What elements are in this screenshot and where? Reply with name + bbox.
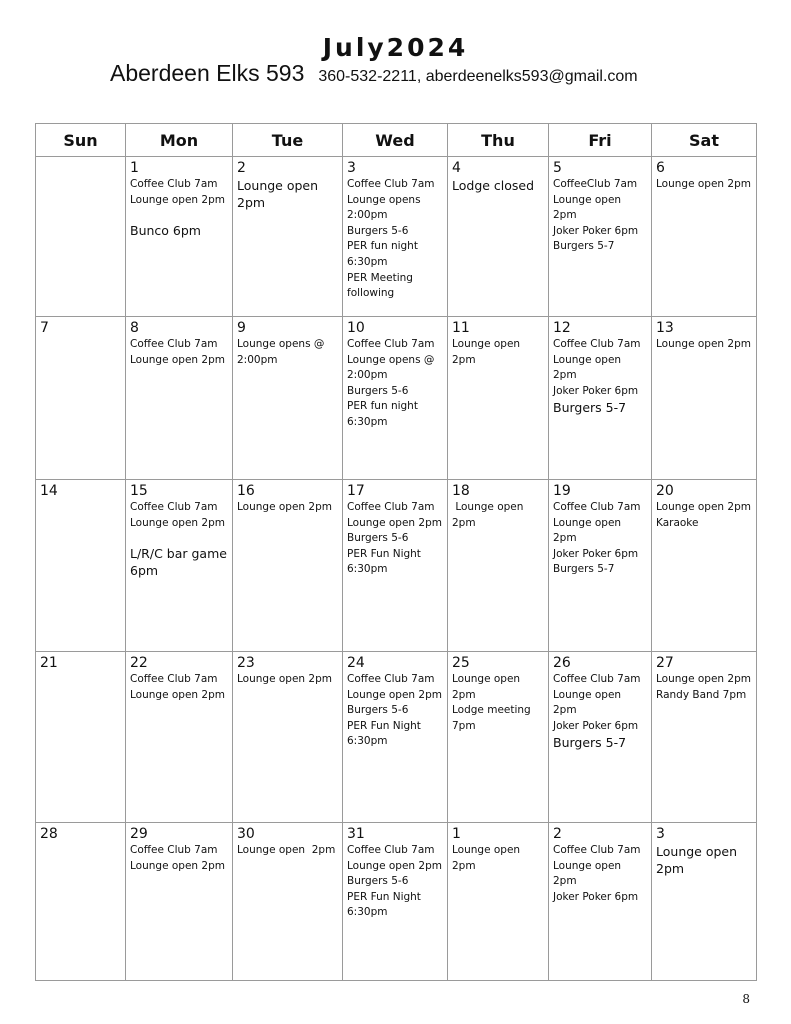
event-text: Lounge open 2pm	[237, 673, 332, 685]
week-row	[36, 480, 757, 652]
event-text: Coffee Club 7am	[130, 338, 218, 350]
day-number: 2	[553, 826, 562, 842]
day-number: 21	[40, 655, 58, 671]
event-text: Coffee Club 7am	[130, 844, 218, 856]
event-text: Lodge closed	[452, 178, 535, 193]
event-text: Coffee Club 7am	[553, 673, 641, 685]
week-row	[36, 652, 757, 823]
event-text: Lounge open 2pm	[237, 844, 336, 856]
day-cell	[549, 480, 652, 652]
event-text: L/R/C bar game 6pm	[130, 546, 231, 579]
day-number: 31	[347, 826, 365, 842]
event-text: PER fun night 6:30pm	[347, 240, 422, 268]
event-text: Lounge open 2pm	[656, 844, 742, 876]
day-number: 3	[347, 160, 356, 176]
day-number: 22	[130, 655, 148, 671]
event-text: Lounge open 2pm	[656, 178, 751, 190]
event-text: Lounge open 2pm	[237, 178, 323, 210]
event-text: Lounge open 2pm	[656, 338, 751, 350]
day-cell	[233, 823, 343, 981]
weekday-header: Wed	[343, 124, 448, 157]
day-cell	[126, 823, 233, 981]
event-text: Coffee Club 7am	[347, 501, 435, 513]
weekday-header: Fri	[549, 124, 652, 157]
day-cell	[448, 823, 549, 981]
event-text: Lounge opens 2:00pm	[347, 193, 424, 222]
event-text: Coffee Club 7am	[130, 501, 218, 513]
day-number: 20	[656, 483, 674, 499]
day-number: 13	[656, 320, 674, 336]
event-text: PER Meeting following	[347, 271, 417, 300]
event-text: Lounge open 2pm	[656, 673, 751, 685]
day-number: 5	[553, 160, 562, 176]
day-number: 11	[452, 320, 470, 336]
weekday-header: Sat	[652, 124, 757, 157]
day-number: 14	[40, 483, 58, 499]
event-text: Burgers 5-7	[553, 400, 627, 416]
event-text: Burgers 5-6	[347, 384, 409, 397]
day-number: 23	[237, 655, 255, 671]
event-text: Lounge open 2pm	[553, 353, 625, 382]
day-cell	[36, 480, 126, 652]
day-cell	[549, 823, 652, 981]
day-number: 9	[237, 320, 246, 336]
day-cell	[36, 823, 126, 981]
event-text: Burgers 5-7	[553, 240, 615, 253]
event-text: Bunco 6pm	[130, 223, 201, 239]
event-text: Coffee Club 7am	[130, 673, 218, 685]
event-text: Lounge opens @ 2:00pm	[237, 338, 328, 366]
event-text: Lounge open 2pm	[130, 353, 225, 366]
day-cell	[652, 157, 757, 317]
weekday-header: Thu	[448, 124, 549, 157]
event-text: Joker Poker 6pm	[553, 384, 639, 397]
day-cell	[343, 317, 448, 480]
event-text: PER fun night 6:30pm	[347, 400, 422, 428]
day-cell	[448, 317, 549, 480]
day-cell	[36, 157, 126, 317]
day-number: 17	[347, 483, 365, 499]
day-cell	[549, 157, 652, 317]
day-number: 15	[130, 483, 148, 499]
day-cell	[126, 157, 233, 317]
day-number: 7	[40, 320, 49, 336]
day-number: 16	[237, 483, 255, 499]
day-cell	[233, 157, 343, 317]
event-text: Lounge open 2pm	[130, 516, 225, 529]
day-cell	[126, 317, 233, 480]
event-text: Coffee Club 7am	[347, 844, 435, 856]
weekday-header: Tue	[233, 124, 343, 157]
event-text: Lodge meeting 7pm	[452, 704, 535, 732]
event-text: Coffee Club 7am	[347, 178, 435, 190]
event-text: Coffee Club 7am	[553, 338, 641, 350]
day-number: 29	[130, 826, 148, 842]
event-text: Coffee Club 7am	[130, 178, 218, 190]
event-text: Joker Poker 6pm	[553, 224, 639, 237]
page-number: 8	[742, 992, 750, 1006]
weekday-header: Mon	[126, 124, 233, 157]
day-number: 10	[347, 320, 365, 336]
day-number: 27	[656, 655, 674, 671]
day-number: 30	[237, 826, 255, 842]
event-text: Coffee Club 7am	[347, 673, 435, 685]
event-text: Lounge open 2pm	[553, 193, 625, 222]
day-cell	[36, 652, 126, 823]
day-number: 8	[130, 320, 139, 336]
calendar-grid	[35, 123, 757, 981]
day-cell	[343, 157, 448, 317]
event-text: Coffee Club 7am	[347, 338, 435, 350]
event-text: Karaoke	[656, 516, 699, 529]
event-text: Lounge opens @ 2:00pm	[347, 353, 438, 382]
event-text: Burgers 5-7	[553, 563, 615, 576]
day-number: 2	[237, 160, 246, 176]
day-number: 28	[40, 826, 58, 842]
event-text: PER Fun Night 6:30pm	[347, 547, 425, 576]
day-cell	[126, 652, 233, 823]
event-text: PER Fun Night 6:30pm	[347, 890, 425, 919]
event-text: Burgers 5-6	[347, 875, 409, 888]
event-text: Lounge open 2pm	[347, 859, 442, 872]
day-cell	[448, 157, 549, 317]
day-cell	[343, 823, 448, 981]
day-cell	[652, 317, 757, 480]
day-cell	[549, 652, 652, 823]
event-text: Randy Band 7pm	[656, 688, 747, 701]
week-row	[36, 317, 757, 480]
week-row	[36, 157, 757, 317]
event-text: Lounge open 2pm	[452, 673, 524, 701]
day-cell	[652, 480, 757, 652]
day-cell	[652, 652, 757, 823]
event-text: Joker Poker 6pm	[553, 547, 639, 560]
event-text: Burgers 5-7	[553, 735, 627, 751]
event-text: Lounge open 2pm	[452, 844, 524, 872]
day-number: 26	[553, 655, 571, 671]
day-number: 4	[452, 160, 461, 176]
calendar-title: July2024	[322, 33, 469, 62]
event-text: Lounge open 2pm	[347, 688, 442, 701]
event-text: Lounge open 2pm	[452, 338, 524, 366]
event-text: Lounge open 2pm	[553, 516, 625, 545]
day-cell	[233, 652, 343, 823]
day-number: 6	[656, 160, 665, 176]
day-number: 1	[452, 826, 461, 842]
event-text: Lounge open 2pm	[656, 501, 751, 513]
day-cell	[549, 317, 652, 480]
event-text: Burgers 5-6	[347, 224, 409, 237]
day-cell	[343, 480, 448, 652]
event-text: Coffee Club 7am	[553, 501, 641, 513]
event-text: Coffee Club 7am	[553, 844, 641, 856]
day-cell	[343, 652, 448, 823]
event-text: Burgers 5-6	[347, 532, 409, 545]
event-text: PER Fun Night 6:30pm	[347, 719, 425, 748]
event-text: Joker Poker 6pm	[553, 890, 639, 903]
day-cell	[652, 823, 757, 981]
event-text: Lounge open 2pm	[553, 859, 625, 888]
day-cell	[36, 317, 126, 480]
event-text: Lounge open 2pm	[553, 688, 625, 717]
day-cell	[233, 317, 343, 480]
event-text: Lounge open 2pm	[130, 688, 225, 701]
event-text: Burgers 5-6	[347, 704, 409, 717]
day-cell	[126, 480, 233, 652]
day-number: 12	[553, 320, 571, 336]
day-number: 19	[553, 483, 571, 499]
org-name: Aberdeen Elks 593	[110, 60, 305, 86]
event-text: Lounge open 2pm	[130, 193, 225, 206]
day-cell	[448, 652, 549, 823]
weekday-header: Sun	[36, 124, 126, 157]
day-cell	[233, 480, 343, 652]
event-text: CoffeeClub 7am	[553, 178, 638, 190]
event-text: Lounge open 2pm	[130, 859, 225, 872]
event-text: Lounge open 2pm	[237, 501, 332, 513]
week-row	[36, 823, 757, 981]
event-text: Lounge open 2pm	[452, 501, 527, 529]
day-cell	[448, 480, 549, 652]
calendar-subtitle	[110, 60, 638, 87]
event-text: Joker Poker 6pm	[553, 719, 639, 732]
weekday-header-row	[36, 124, 757, 157]
day-number: 25	[452, 655, 470, 671]
day-number: 1	[130, 160, 139, 176]
day-number: 24	[347, 655, 365, 671]
event-text: Lounge open 2pm	[347, 516, 442, 529]
day-number: 18	[452, 483, 470, 499]
day-number: 3	[656, 826, 665, 842]
contact-info: 360-532-2211, aberdeenelks593@gmail.com	[318, 68, 638, 85]
